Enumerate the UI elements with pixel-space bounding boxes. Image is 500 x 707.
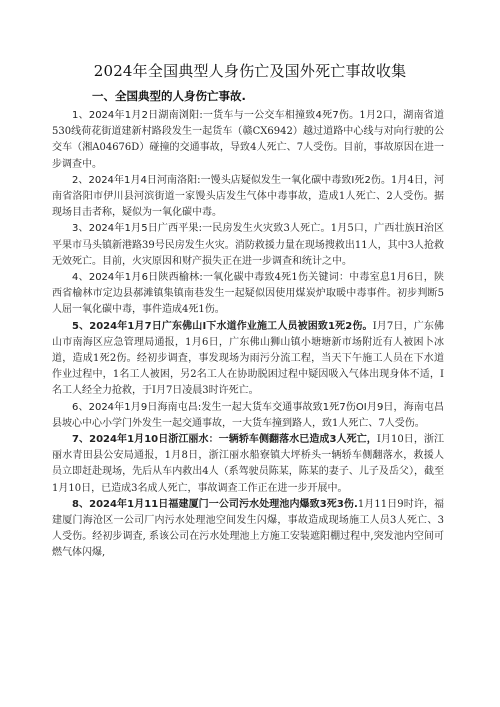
incident-lead: 8、2024年1月11日福建厦门一公司污水处理池内爆致3死3伤.	[72, 498, 358, 510]
incident-lead: 2、2024年1月4日河南洛阳:一馒头店疑似发生一氧化碳中毒致I死2伤。	[72, 174, 391, 186]
incident-lead: 6、2024年1月9日海南屯昌:发生一起大货车交通事故致1死7伤OI月9日，	[72, 401, 404, 413]
incident-paragraph-6	[52, 400, 444, 432]
incident-lead: 1、2024年1月2日湖南浏阳:一货车与一公交车相撞致4死7伤。	[72, 110, 360, 121]
incident-lead: 5、2024年1月7日广东佛山I下水道作业施工人员被困致1死2伤。	[72, 320, 373, 332]
incident-paragraph-7	[52, 432, 444, 497]
incident-text: 1月2口，湖南省道530线荷花街道建新村路段发生一起货车（赣CX6942）越过道路中心线与对向行驶的公交车（湘A04676D）碰撞的交通事故，导致4人死亡、7人受伤。目前，事故原因在进一步调查中。	[52, 110, 444, 170]
incident-text: I月10日，浙江丽水青田县公安局通报，1月8日，浙江丽水船寮镇大坪桥头一辆轿车侧翻落水，救援人员立即赶赴现场，先后从车内救出4人（系驾驶员陈某，陈某的妻子、儿子及岳父），截至1月10日，已造成3名成人死亡，事故调查工作正在进一步开展中。	[52, 434, 444, 494]
incident-paragraph-2	[52, 173, 444, 222]
incident-text: I月7日，广东佛山市南海区应急管理局通报，1月6日，广东佛山狮山镇小塘塘新市场附近有人被困卜冰道，造成1死2伤。经初步调査，事发现场为雨污分流工程，当天下午施工人员在下水道作业过程中，1名工人被困，另2名工人在协助脱困过程中疑因吸入气体出现身体不适，I名工人经全力抢救，于I月7日凌晨3时许死亡。	[52, 320, 445, 397]
incident-text: 1月11日9时许，福建厦门海沧区一公司厂内污水处理池空间发生闪爆，事故造成现场施工人员3人死亡、3人受伤。经初步调査, 系该公司在污水处理池上方施工安装遮阳棚过程中,突发池内空间可燃气体闪爆,	[52, 498, 444, 559]
incident-paragraph-3	[52, 221, 444, 270]
incident-text: 1月4日，河南省洛阳市伊川县河滨街道一家馒头店发生气体中毒事故，造成1人死亡、2人受伤。据现场目击者称，疑似为一氧化碳中毒。	[52, 174, 444, 219]
section-heading: 一、全国典型的人身伤亡事故.	[92, 89, 246, 103]
document-title: 2024年全国典型人身伤亡及国外死亡事故收集	[93, 62, 407, 80]
incident-text: 一氧化碳中毒致4死1伤关键词：中毒室息1月6日，陕西省榆林市定边县郝滩镇集镇南巷发生一起疑似因使用煤炭炉取暖中毒事件。初步判断5人屈一氧化碳中毒，事件造成4死1伤。	[52, 272, 445, 316]
incident-paragraph-8	[52, 497, 444, 562]
incident-text: 一民房发生火灾致3人死亡。1月5口，广西壮族H治区平果市马头镇新港路39号民房发生火灾。消防救援力量在现场搜救出11人，其中3人抢救无效死亡。目前，火灾原因和财产损失正在进一步调查和统计之中。	[52, 223, 445, 267]
incident-text: 海南屯昌县坡心中心小学门外发生一起交通事故，一大货车撞到路人，致1人死亡、7人受伤。	[52, 401, 445, 429]
incident-paragraph-4	[52, 270, 444, 319]
incident-lead: 7、2024年1月10日浙江丽水：一辆轿车侧翻落水已造成3人死亡，	[72, 434, 377, 446]
document-body	[52, 108, 444, 562]
incident-paragraph-1	[52, 108, 444, 173]
incident-lead: 3、2024年1月5日广西平果:	[72, 223, 202, 235]
incident-lead: 4、2024年1月6日陕西榆林:	[72, 272, 203, 284]
incident-paragraph-5	[52, 319, 444, 400]
